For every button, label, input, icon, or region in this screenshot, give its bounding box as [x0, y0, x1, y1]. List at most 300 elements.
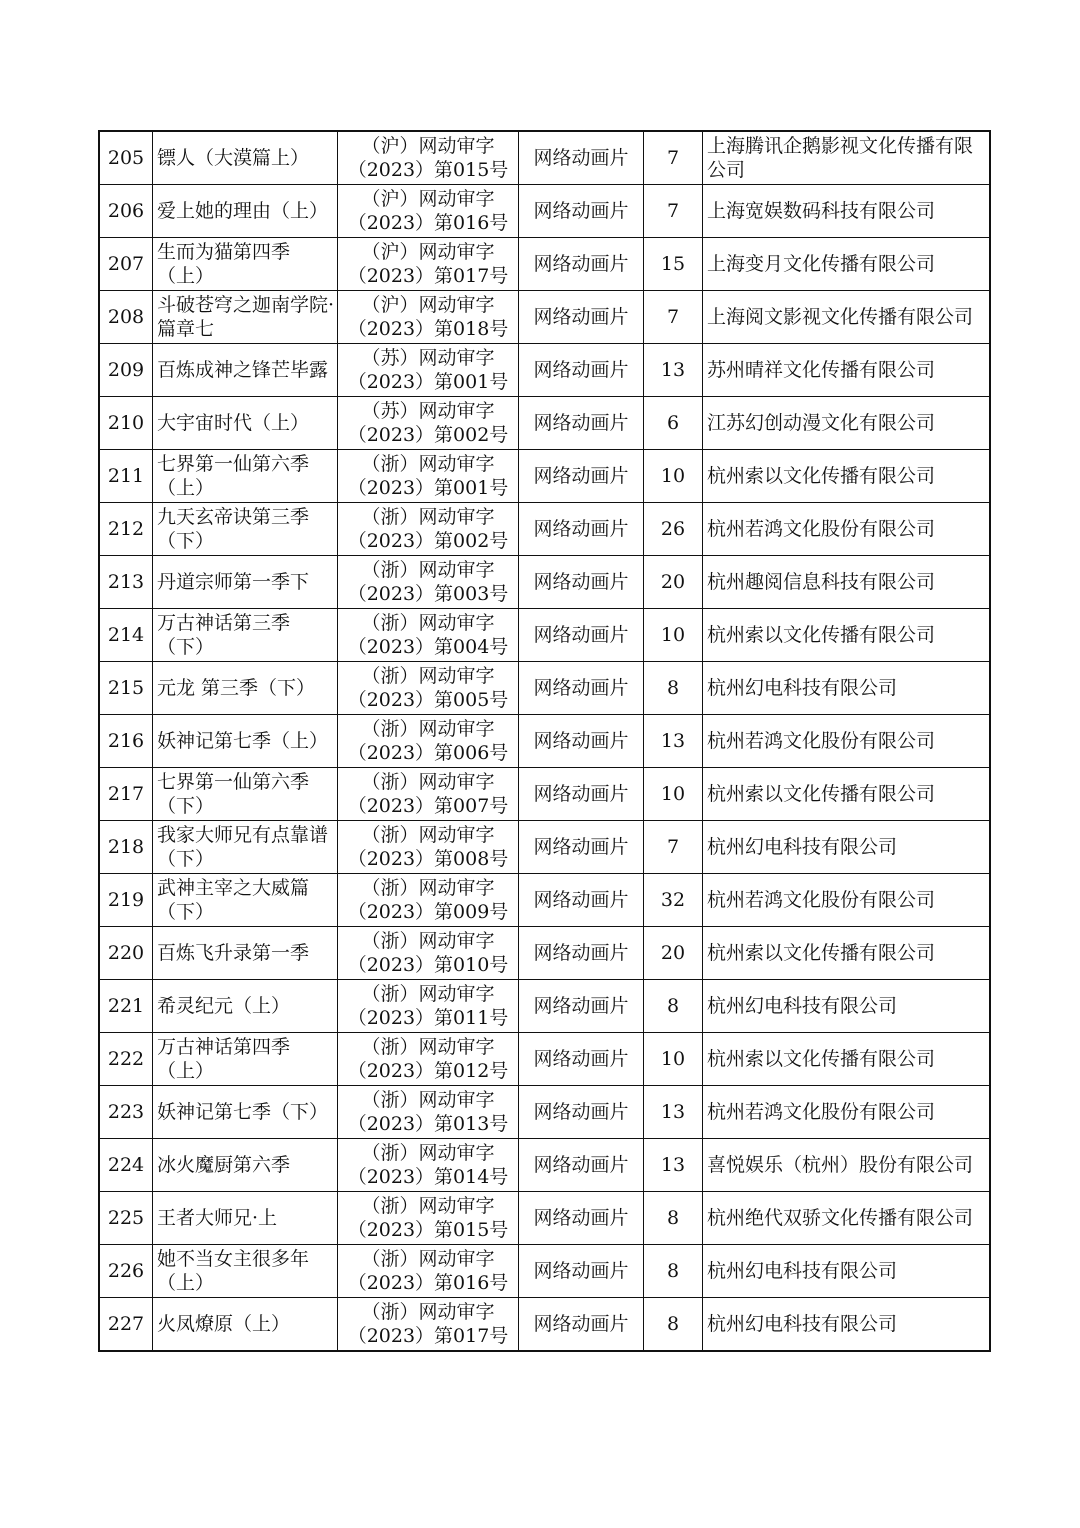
- table-row: [99, 450, 990, 503]
- approval-number-prefix: （浙）网动审字: [361, 1142, 495, 1164]
- serial-number: 216: [107, 730, 145, 752]
- approval-number-suffix: （2023）第011号: [347, 1007, 509, 1029]
- episodes-cell: [644, 291, 703, 344]
- title-cell: [153, 556, 338, 609]
- program-type-cell: [519, 874, 644, 927]
- episodes-cell: [644, 609, 703, 662]
- serial-number: 212: [107, 518, 145, 540]
- approval-number-suffix: （2023）第015号: [347, 159, 509, 181]
- episode-count: 7: [666, 306, 680, 328]
- episode-count: 20: [660, 942, 686, 964]
- episode-count: 13: [660, 1101, 686, 1123]
- table-row: [99, 556, 990, 609]
- serial-number-cell: [99, 821, 153, 874]
- serial-number: 210: [107, 412, 145, 434]
- episodes-cell: [644, 768, 703, 821]
- serial-number: 223: [107, 1101, 145, 1123]
- approval-number-prefix: （浙）网动审字: [361, 718, 495, 740]
- episode-count: 8: [666, 1260, 680, 1282]
- program-title: 万古神话第四季（上）: [157, 1036, 291, 1082]
- serial-number-cell: [99, 344, 153, 397]
- approval-number-prefix: （浙）网动审字: [361, 612, 495, 634]
- episode-count: 10: [660, 465, 686, 487]
- approval-number-suffix: （2023）第001号: [347, 371, 509, 393]
- approval-number-cell: [338, 1245, 519, 1298]
- approval-number-suffix: （2023）第016号: [347, 212, 509, 234]
- table-row: [99, 821, 990, 874]
- serial-number-cell: [99, 874, 153, 927]
- episodes-cell: [644, 556, 703, 609]
- program-type-cell: [519, 556, 644, 609]
- serial-number-cell: [99, 662, 153, 715]
- company-cell: [703, 131, 991, 185]
- serial-number: 219: [107, 889, 145, 911]
- approval-number-suffix: （2023）第014号: [347, 1166, 509, 1188]
- approval-table-body: [99, 131, 990, 1351]
- episode-count: 10: [660, 624, 686, 646]
- program-type-cell: [519, 1298, 644, 1352]
- company-name: 杭州幻电科技有限公司: [707, 836, 898, 858]
- program-type: 网络动画片: [533, 889, 629, 911]
- serial-number-cell: [99, 397, 153, 450]
- approval-number-cell: [338, 344, 519, 397]
- company-name: 喜悦娱乐（杭州）股份有限公司: [707, 1154, 974, 1176]
- program-title: 妖神记第七季（上）: [157, 730, 329, 752]
- episodes-cell: [644, 503, 703, 556]
- table-row: [99, 1139, 990, 1192]
- program-title: 七界第一仙第六季（上）: [157, 453, 310, 499]
- episodes-cell: [644, 344, 703, 397]
- approval-number-cell: [338, 662, 519, 715]
- serial-number: 213: [107, 571, 145, 593]
- approval-number-prefix: （浙）网动审字: [361, 1036, 495, 1058]
- approval-number-prefix: （浙）网动审字: [361, 824, 495, 846]
- company-cell: [703, 1298, 991, 1352]
- company-cell: [703, 185, 991, 238]
- program-type: 网络动画片: [533, 1313, 629, 1335]
- table-row: [99, 1086, 990, 1139]
- program-type-cell: [519, 291, 644, 344]
- program-type-cell: [519, 927, 644, 980]
- title-cell: [153, 980, 338, 1033]
- program-type: 网络动画片: [533, 147, 629, 169]
- company-cell: [703, 609, 991, 662]
- approval-number-prefix: （浙）网动审字: [361, 665, 495, 687]
- program-title: 武神主宰之大威篇（下）: [157, 877, 310, 923]
- approval-number-prefix: （沪）网动审字: [361, 241, 495, 263]
- serial-number: 206: [107, 200, 145, 222]
- approval-number-suffix: （2023）第008号: [347, 848, 509, 870]
- company-name: 杭州若鸿文化股份有限公司: [707, 730, 936, 752]
- company-name: 杭州索以文化传播有限公司: [707, 465, 936, 487]
- title-cell: [153, 662, 338, 715]
- episodes-cell: [644, 927, 703, 980]
- program-type-cell: [519, 503, 644, 556]
- program-title: 王者大师兄·上: [157, 1207, 278, 1229]
- episode-count: 32: [660, 889, 686, 911]
- approval-number-cell: [338, 768, 519, 821]
- approval-number-prefix: （浙）网动审字: [361, 506, 495, 528]
- title-cell: [153, 131, 338, 185]
- serial-number-cell: [99, 715, 153, 768]
- company-cell: [703, 1245, 991, 1298]
- company-name: 杭州索以文化传播有限公司: [707, 942, 936, 964]
- company-name: 杭州索以文化传播有限公司: [707, 783, 936, 805]
- serial-number-cell: [99, 980, 153, 1033]
- program-type-cell: [519, 1033, 644, 1086]
- serial-number: 218: [107, 836, 145, 858]
- approval-number-cell: [338, 1139, 519, 1192]
- approval-number-cell: [338, 1033, 519, 1086]
- program-title: 百炼飞升录第一季: [157, 942, 310, 964]
- serial-number-cell: [99, 291, 153, 344]
- episode-count: 8: [666, 677, 680, 699]
- approval-number-prefix: （浙）网动审字: [361, 771, 495, 793]
- company-name: 苏州晴祥文化传播有限公司: [707, 359, 936, 381]
- serial-number-cell: [99, 609, 153, 662]
- title-cell: [153, 821, 338, 874]
- title-cell: [153, 1139, 338, 1192]
- serial-number: 205: [107, 147, 145, 169]
- program-title: 我家大师兄有点靠谱（下）: [157, 824, 329, 870]
- table-row: [99, 874, 990, 927]
- title-cell: [153, 609, 338, 662]
- episode-count: 7: [666, 200, 680, 222]
- serial-number: 227: [107, 1313, 145, 1335]
- program-type-cell: [519, 821, 644, 874]
- company-name: 上海阅文影视文化传播有限公司: [707, 306, 974, 328]
- episodes-cell: [644, 1192, 703, 1245]
- program-type: 网络动画片: [533, 571, 629, 593]
- program-type-cell: [519, 450, 644, 503]
- table-row: [99, 397, 990, 450]
- episode-count: 13: [660, 1154, 686, 1176]
- serial-number: 215: [107, 677, 145, 699]
- approval-number-suffix: （2023）第015号: [347, 1219, 509, 1241]
- company-name: 杭州索以文化传播有限公司: [707, 1048, 936, 1070]
- title-cell: [153, 715, 338, 768]
- approval-number-cell: [338, 1298, 519, 1352]
- program-type: 网络动画片: [533, 412, 629, 434]
- serial-number: 220: [107, 942, 145, 964]
- approval-number-cell: [338, 131, 519, 185]
- approval-number-cell: [338, 980, 519, 1033]
- program-type-cell: [519, 768, 644, 821]
- title-cell: [153, 1192, 338, 1245]
- approval-number-suffix: （2023）第018号: [347, 318, 509, 340]
- serial-number: 208: [107, 306, 145, 328]
- title-cell: [153, 1086, 338, 1139]
- program-title: 九天玄帝诀第三季（下）: [157, 506, 310, 552]
- approval-number-suffix: （2023）第001号: [347, 477, 509, 499]
- company-cell: [703, 503, 991, 556]
- program-type: 网络动画片: [533, 783, 629, 805]
- approval-number-prefix: （浙）网动审字: [361, 1195, 495, 1217]
- company-cell: [703, 450, 991, 503]
- program-type-cell: [519, 662, 644, 715]
- title-cell: [153, 185, 338, 238]
- approval-number-prefix: （苏）网动审字: [361, 400, 495, 422]
- program-title: 爱上她的理由（上）: [157, 200, 329, 222]
- company-name: 杭州若鸿文化股份有限公司: [707, 518, 936, 540]
- table-row: [99, 1033, 990, 1086]
- company-cell: [703, 1192, 991, 1245]
- serial-number-cell: [99, 927, 153, 980]
- serial-number-cell: [99, 503, 153, 556]
- episode-count: 20: [660, 571, 686, 593]
- approval-number-cell: [338, 185, 519, 238]
- program-type: 网络动画片: [533, 253, 629, 275]
- approval-number-cell: [338, 821, 519, 874]
- approval-number-suffix: （2023）第005号: [347, 689, 509, 711]
- program-type: 网络动画片: [533, 359, 629, 381]
- episodes-cell: [644, 874, 703, 927]
- program-type: 网络动画片: [533, 836, 629, 858]
- company-cell: [703, 980, 991, 1033]
- title-cell: [153, 238, 338, 291]
- program-type-cell: [519, 185, 644, 238]
- serial-number-cell: [99, 1245, 153, 1298]
- table-row: [99, 503, 990, 556]
- serial-number-cell: [99, 450, 153, 503]
- serial-number: 221: [107, 995, 145, 1017]
- approval-number-prefix: （浙）网动审字: [361, 1089, 495, 1111]
- approval-number-prefix: （浙）网动审字: [361, 453, 495, 475]
- table-row: [99, 1245, 990, 1298]
- serial-number-cell: [99, 1192, 153, 1245]
- company-cell: [703, 1086, 991, 1139]
- serial-number-cell: [99, 238, 153, 291]
- serial-number-cell: [99, 556, 153, 609]
- serial-number-cell: [99, 1298, 153, 1352]
- episode-count: 7: [666, 836, 680, 858]
- program-title: 元龙 第三季（下）: [157, 677, 316, 699]
- company-cell: [703, 238, 991, 291]
- table-row: [99, 609, 990, 662]
- episodes-cell: [644, 238, 703, 291]
- program-title: 希灵纪元（上）: [157, 995, 291, 1017]
- program-type-cell: [519, 715, 644, 768]
- program-type: 网络动画片: [533, 1207, 629, 1229]
- approval-number-cell: [338, 503, 519, 556]
- episodes-cell: [644, 1086, 703, 1139]
- approval-number-suffix: （2023）第017号: [347, 265, 509, 287]
- title-cell: [153, 450, 338, 503]
- episode-count: 7: [666, 147, 680, 169]
- program-title: 斗破苍穹之迦南学院·篇章七: [157, 294, 335, 340]
- program-title: 万古神话第三季（下）: [157, 612, 291, 658]
- approval-number-cell: [338, 1086, 519, 1139]
- title-cell: [153, 503, 338, 556]
- program-type: 网络动画片: [533, 1101, 629, 1123]
- episodes-cell: [644, 662, 703, 715]
- serial-number-cell: [99, 1033, 153, 1086]
- company-cell: [703, 874, 991, 927]
- episode-count: 15: [660, 253, 686, 275]
- program-title: 百炼成神之锋芒毕露: [157, 359, 329, 381]
- episode-count: 26: [660, 518, 686, 540]
- approval-number-prefix: （浙）网动审字: [361, 1248, 495, 1270]
- program-type: 网络动画片: [533, 1260, 629, 1282]
- approval-number-suffix: （2023）第016号: [347, 1272, 509, 1294]
- title-cell: [153, 1245, 338, 1298]
- program-type-cell: [519, 131, 644, 185]
- program-type: 网络动画片: [533, 995, 629, 1017]
- table-row: [99, 662, 990, 715]
- program-type-cell: [519, 238, 644, 291]
- program-title: 镖人（大漠篇上）: [157, 147, 310, 169]
- title-cell: [153, 1298, 338, 1352]
- approval-number-suffix: （2023）第003号: [347, 583, 509, 605]
- table-row: [99, 185, 990, 238]
- approval-number-suffix: （2023）第006号: [347, 742, 509, 764]
- table-row: [99, 768, 990, 821]
- company-name: 杭州索以文化传播有限公司: [707, 624, 936, 646]
- approval-number-cell: [338, 1192, 519, 1245]
- program-type-cell: [519, 1245, 644, 1298]
- episodes-cell: [644, 131, 703, 185]
- program-type: 网络动画片: [533, 677, 629, 699]
- company-name: 上海腾讯企鹅影视文化传播有限公司: [707, 135, 974, 181]
- title-cell: [153, 344, 338, 397]
- serial-number-cell: [99, 768, 153, 821]
- serial-number: 224: [107, 1154, 145, 1176]
- serial-number: 211: [107, 465, 145, 487]
- episode-count: 8: [666, 995, 680, 1017]
- company-name: 江苏幻创动漫文化有限公司: [707, 412, 936, 434]
- company-cell: [703, 1139, 991, 1192]
- program-type: 网络动画片: [533, 1048, 629, 1070]
- table-row: [99, 980, 990, 1033]
- approval-number-prefix: （浙）网动审字: [361, 559, 495, 581]
- program-title: 生而为猫第四季（上）: [157, 241, 291, 287]
- company-cell: [703, 291, 991, 344]
- company-name: 杭州若鸿文化股份有限公司: [707, 1101, 936, 1123]
- episodes-cell: [644, 1033, 703, 1086]
- approval-number-prefix: （浙）网动审字: [361, 1301, 495, 1323]
- table-row: [99, 927, 990, 980]
- company-name: 上海宽娱数码科技有限公司: [707, 200, 936, 222]
- company-cell: [703, 715, 991, 768]
- episodes-cell: [644, 821, 703, 874]
- title-cell: [153, 291, 338, 344]
- company-cell: [703, 927, 991, 980]
- approval-number-cell: [338, 450, 519, 503]
- company-name: 杭州幻电科技有限公司: [707, 1313, 898, 1335]
- episode-count: 13: [660, 730, 686, 752]
- program-title: 火凤燎原（上）: [157, 1313, 291, 1335]
- company-cell: [703, 821, 991, 874]
- company-cell: [703, 397, 991, 450]
- episode-count: 8: [666, 1207, 680, 1229]
- program-type-cell: [519, 609, 644, 662]
- program-title: 妖神记第七季（下）: [157, 1101, 329, 1123]
- program-type: 网络动画片: [533, 942, 629, 964]
- program-type: 网络动画片: [533, 465, 629, 487]
- company-name: 杭州绝代双骄文化传播有限公司: [707, 1207, 974, 1229]
- approval-number-suffix: （2023）第013号: [347, 1113, 509, 1135]
- approval-number-prefix: （浙）网动审字: [361, 983, 495, 1005]
- episodes-cell: [644, 1139, 703, 1192]
- episode-count: 10: [660, 783, 686, 805]
- program-type-cell: [519, 1192, 644, 1245]
- approval-number-cell: [338, 397, 519, 450]
- approval-number-suffix: （2023）第009号: [347, 901, 509, 923]
- episodes-cell: [644, 185, 703, 238]
- episode-count: 13: [660, 359, 686, 381]
- approval-number-cell: [338, 715, 519, 768]
- program-type: 网络动画片: [533, 730, 629, 752]
- serial-number-cell: [99, 185, 153, 238]
- approval-number-cell: [338, 291, 519, 344]
- serial-number: 217: [107, 783, 145, 805]
- approval-number-cell: [338, 238, 519, 291]
- serial-number-cell: [99, 1086, 153, 1139]
- approval-number-suffix: （2023）第002号: [347, 424, 509, 446]
- approval-number-prefix: （沪）网动审字: [361, 188, 495, 210]
- approval-number-cell: [338, 609, 519, 662]
- program-type-cell: [519, 1139, 644, 1192]
- serial-number: 226: [107, 1260, 145, 1282]
- company-name: 上海变月文化传播有限公司: [707, 253, 936, 275]
- episodes-cell: [644, 1245, 703, 1298]
- episode-count: 6: [666, 412, 680, 434]
- table-row: [99, 344, 990, 397]
- company-name: 杭州幻电科技有限公司: [707, 677, 898, 699]
- serial-number: 207: [107, 253, 145, 275]
- program-type-cell: [519, 1086, 644, 1139]
- episodes-cell: [644, 715, 703, 768]
- table-row: [99, 1192, 990, 1245]
- company-name: 杭州若鸿文化股份有限公司: [707, 889, 936, 911]
- approval-number-cell: [338, 927, 519, 980]
- serial-number: 209: [107, 359, 145, 381]
- approval-table: [98, 130, 991, 1352]
- approval-number-prefix: （沪）网动审字: [361, 294, 495, 316]
- serial-number: 222: [107, 1048, 145, 1070]
- program-type: 网络动画片: [533, 1154, 629, 1176]
- episodes-cell: [644, 450, 703, 503]
- company-cell: [703, 662, 991, 715]
- serial-number-cell: [99, 131, 153, 185]
- company-name: 杭州幻电科技有限公司: [707, 995, 898, 1017]
- program-type: 网络动画片: [533, 200, 629, 222]
- approval-number-prefix: （苏）网动审字: [361, 347, 495, 369]
- company-name: 杭州趣阅信息科技有限公司: [707, 571, 936, 593]
- table-row: [99, 131, 990, 185]
- table-row: [99, 291, 990, 344]
- program-title: 七界第一仙第六季（下）: [157, 771, 310, 817]
- table-row: [99, 1298, 990, 1352]
- company-cell: [703, 556, 991, 609]
- company-name: 杭州幻电科技有限公司: [707, 1260, 898, 1282]
- approval-number-suffix: （2023）第012号: [347, 1060, 509, 1082]
- approval-number-prefix: （浙）网动审字: [361, 877, 495, 899]
- program-type: 网络动画片: [533, 306, 629, 328]
- serial-number: 225: [107, 1207, 145, 1229]
- approval-number-suffix: （2023）第010号: [347, 954, 509, 976]
- table-row: [99, 715, 990, 768]
- company-cell: [703, 1033, 991, 1086]
- program-title: 大宇宙时代（上）: [157, 412, 310, 434]
- episodes-cell: [644, 1298, 703, 1352]
- approval-number-suffix: （2023）第007号: [347, 795, 509, 817]
- company-cell: [703, 768, 991, 821]
- approval-number-suffix: （2023）第002号: [347, 530, 509, 552]
- program-type-cell: [519, 344, 644, 397]
- title-cell: [153, 768, 338, 821]
- episode-count: 8: [666, 1313, 680, 1335]
